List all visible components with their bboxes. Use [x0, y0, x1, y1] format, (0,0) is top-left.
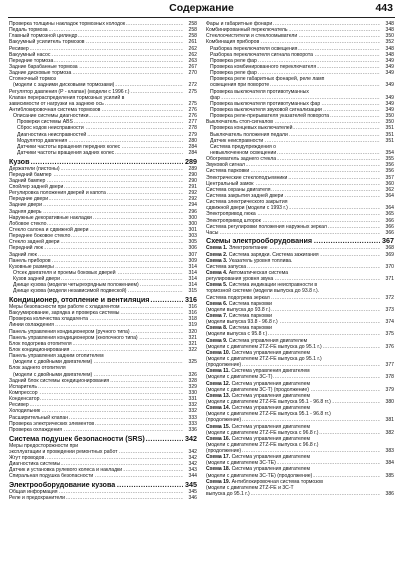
toc-entry-page: 290 — [188, 171, 197, 178]
toc-entry-title: (модели с двигателем 2TZ-FE выпуска до 95.1 г.) — [206, 355, 322, 362]
toc-entry-page: 384 — [385, 460, 394, 467]
toc-entry-page: 372 — [385, 294, 394, 301]
toc-entry-page: 314 — [188, 263, 197, 270]
toc-entry-page: 262 — [188, 51, 197, 58]
toc-entry-page: 366 — [385, 229, 394, 236]
toc-entry-page: 294 — [188, 202, 197, 209]
toc-entry-title: Система регулировки положения наружных зеркал — [206, 223, 327, 230]
toc-entry-page: 349 — [385, 94, 394, 101]
toc-entry-title: (модели с двигателем 2TZ-FE выпуска до 95.1 г.) — [206, 343, 322, 350]
toc-entry-page: 383 — [385, 448, 394, 455]
toc-entry-page: 367 — [382, 236, 394, 246]
toc-entry-page: 322 — [188, 347, 197, 354]
toc-entry-page: 320 — [188, 328, 197, 335]
toc-entry-title: Кондиционер, отопление и вентиляция — [9, 295, 150, 305]
toc-entry-title: Электропривод шторок — [206, 217, 261, 224]
toc-entry-page: 343 — [188, 467, 197, 474]
toc-entry-title: Панель управления задним отопителем — [9, 353, 104, 360]
toc-entry-page: 279 — [188, 131, 197, 138]
toc-entry-title: Схема 17. Система управления двигателем — [206, 454, 310, 461]
page-header — [8, 2, 395, 16]
toc-entry-title: Проверка реле-прерывателя указателей поворота — [210, 113, 330, 120]
toc-entry-title: Система предупреждения о — [210, 143, 277, 150]
toc-entry-page: 342 — [185, 433, 197, 443]
toc-entry-title: (модели выпуска с 95.8 г.) — [206, 331, 268, 338]
toc-leader-dots — [206, 230, 380, 236]
toc-entry-title: Датчики частоты вращения передних колес — [17, 143, 121, 150]
toc-entry-title: Антиблокировочная система тормозов — [9, 106, 101, 113]
toc-entry-title: Выключатель стоп-сигналов — [206, 119, 273, 126]
toc-entry-page: 349 — [385, 57, 394, 64]
toc-entry-page: 261 — [188, 39, 197, 46]
toc-entry-page: 350 — [385, 113, 394, 120]
toc-entry-title: Схема 12. Система управления двигателем — [206, 380, 310, 387]
toc-entry-title: Схема 9. Система управления двигателем — [206, 337, 308, 344]
toc-entry-title: Фары и габаритные фонари — [206, 21, 273, 27]
toc-entry — [9, 495, 197, 501]
toc-entry-page: 276 — [188, 106, 197, 113]
toc-entry-page: 374 — [385, 319, 394, 326]
toc-entry-page: 275 — [188, 100, 197, 107]
toc-entry-title: Электрические стеклоподъемники — [206, 174, 288, 181]
toc-entry-title: Кузов задней двери — [13, 276, 60, 283]
toc-entry-title: Проверка выключателя противотуманных — [210, 88, 309, 95]
toc-entry-title: Задние дисковые тормоза — [9, 70, 72, 77]
toc-entry-page: 345 — [185, 479, 197, 489]
toc-entry-title: Задние барабанные тормоза — [9, 63, 78, 70]
toc-entry-title: Сброс кодов неисправности — [17, 125, 84, 132]
toc-entry-page: 376 — [385, 343, 394, 350]
toc-entry-page: 290 — [188, 177, 197, 184]
toc-entry-title: Описание системы диагностики — [13, 113, 89, 120]
toc-entry-title: Компрессор — [9, 390, 38, 397]
toc-entry-title: Кузов — [9, 156, 30, 166]
toc-entry-title: Схема 4. Автоматическая система — [206, 269, 289, 276]
toc-entry-page: 349 — [385, 100, 394, 107]
toc-entry-page: 292 — [188, 196, 197, 203]
toc-entry-title: Диагностика неисправностей — [17, 131, 87, 138]
toc-entry-page: 366 — [385, 217, 394, 224]
toc-entry-page: 342 — [188, 454, 197, 461]
toc-entry-title: зависимости от нагрузки на заднюю ось — [9, 100, 104, 107]
toc-entry-page: 373 — [385, 306, 394, 313]
toc-entry-title: невыключенном освещении — [210, 149, 277, 156]
toc-entry-page: 314 — [188, 269, 197, 276]
toc-entry-page: 280 — [188, 137, 197, 144]
toc-entry-title: Блок подогрева отопителя — [9, 340, 72, 347]
toc-entry-title: Датчики частоты вращения задних колес — [17, 149, 115, 156]
toc-entry-title: Проверка реле фар — [210, 57, 257, 64]
toc-entry-title: Обогреватель заднего стекла — [206, 156, 277, 163]
toc-entry-page: 349 — [385, 70, 394, 77]
toc-entry-title: Панель управления кондиционером (ручного типа) — [9, 328, 130, 335]
toc-entry-title: Лобовое стекло — [9, 220, 47, 227]
toc-entry-title: Задняя дверь — [9, 208, 42, 215]
toc-entry-title: Вакуумирование, зарядка и проверка системы — [9, 310, 120, 317]
toc-entry-page: 356 — [385, 168, 394, 175]
toc-entry-title: Схема 8. Система парковки — [206, 325, 273, 332]
toc-entry-page: 375 — [385, 331, 394, 338]
toc-entry-title: Схема 13. Система управления двигателем — [206, 392, 310, 399]
toc-entry-title: Схема 3. Указатель уровня топлива. — [206, 257, 293, 264]
toc-entry-title: Стеклоочистители и стеклоомыватели — [206, 33, 298, 40]
toc-entry-page: 303 — [188, 233, 197, 240]
toc-entry-page: 292 — [188, 190, 197, 197]
toc-entry-page: 385 — [385, 472, 394, 479]
toc-entry-title: Жгут проводов — [9, 454, 45, 461]
toc-entry-page: 309 — [188, 257, 197, 264]
toc-entry — [206, 491, 394, 497]
toc-entry-page: 349 — [385, 63, 394, 70]
toc-entry-title: Общая информация — [9, 488, 58, 495]
toc-entry-title: Панель управления кондиционером (кнопочного типа) — [9, 334, 138, 341]
toc-entry-page: 364 — [385, 205, 394, 212]
toc-entry-page: 348 — [385, 45, 394, 52]
toc-entry-title: Центральный замок — [206, 180, 254, 187]
toc-entry-title: Ресивер — [9, 45, 29, 52]
toc-entry-title: Стекло салона и сдвижной двери — [9, 227, 89, 233]
toc-entry-title: Отсек двигателя и проемы боковых дверей — [13, 269, 116, 276]
toc-entry-page: 354 — [385, 149, 394, 156]
toc-entry-title: (модели с двигателем 2TZ-FE и 3C-T — [206, 484, 294, 491]
toc-entry-title: (продолжение) — [206, 417, 242, 424]
toc-leader-dots — [9, 157, 183, 166]
toc-entry-title: Ресивер — [9, 402, 29, 409]
toc-entry-page: 316 — [185, 295, 197, 305]
toc-entry-title: Панель приборов — [9, 257, 51, 264]
toc-entry-title: Стекло задней двери — [9, 239, 60, 246]
toc-entry-page: 356 — [385, 162, 394, 169]
toc-entry-title: фар — [210, 94, 220, 101]
toc-entry-page: 364 — [385, 192, 394, 199]
toc-entry-title: Передние двери — [9, 196, 49, 203]
toc-entry-page: 371 — [385, 276, 394, 283]
toc-entry-page: 315 — [188, 288, 197, 295]
toc-entry — [9, 150, 197, 156]
toc-entry-page: 386 — [385, 491, 394, 498]
toc-entry-page: 351 — [385, 125, 394, 132]
toc-entry-title: Датчик неисправности — [210, 137, 264, 144]
toc-entry-page: 291 — [188, 184, 197, 191]
toc-entry-title: (модели с двигателем 3C-TE) — [206, 460, 276, 467]
toc-entry-page: 275 — [188, 88, 197, 95]
toc-entry-title: Спиральная подушка безопасности — [9, 473, 94, 480]
toc-entry-title: Реле и предохранители — [9, 494, 66, 501]
toc-entry-title: Передний люк — [9, 245, 43, 252]
toc-entry-title: Линии охлаждения — [9, 322, 54, 329]
toc-entry-page: 345 — [188, 488, 197, 495]
toc-entry-title: Проверка толщины накладок тормозных колодок — [9, 21, 126, 27]
toc-entry-title: Схема 16. Система управления двигателем — [206, 435, 310, 442]
toc-entry-title: Схема 18. Система управления двигателем — [206, 466, 310, 473]
toc-entry-title: Модулятор давления — [17, 137, 68, 144]
toc-entry-title: Диагностика системы — [9, 460, 61, 467]
toc-entry-title: Проверка комбинированного переключателя — [210, 63, 317, 70]
toc-entry-title: Схема 14. Система управления двигателем — [206, 405, 310, 412]
toc-entry-page: 360 — [385, 180, 394, 187]
toc-entry-title: Передние тормоза — [9, 57, 54, 64]
toc-entry-title: Регулировка положения дверей и капота — [9, 190, 106, 197]
toc-entry-page: 350 — [385, 119, 394, 126]
toc-entry-page: 380 — [385, 398, 394, 405]
toc-entry-page: 258 — [188, 27, 197, 34]
toc-entry-title: Блок заднего отопителя — [9, 365, 66, 372]
toc-entry-title: Вакуумный насос — [9, 51, 51, 58]
toc-entry-page: 321 — [188, 340, 197, 347]
toc-entry-page: 314 — [188, 276, 197, 283]
toc-entry-title: Звуковой сигнал — [206, 162, 245, 169]
toc-entry-title: Комбинированный переключатель — [206, 27, 288, 34]
toc-entry-title: Проверки системы ABS — [17, 119, 73, 126]
toc-entry-page: 314 — [188, 282, 197, 289]
toc-section-heading — [9, 295, 197, 304]
toc-entry-page: 329 — [188, 383, 197, 390]
toc-entry-title: Комбинация приборов — [206, 39, 260, 46]
toc-entry-title: Меры безопасности при работе с хладагентом — [9, 304, 120, 311]
page-number: 443 — [375, 2, 393, 14]
toc-entry-page: 332 — [188, 408, 197, 415]
toc-entry-title: Проверка охлаждения — [9, 426, 62, 433]
toc-entry-title: Схема 11. Система управления двигателем — [206, 368, 310, 375]
toc-entry-title: Датчик и установка рулевого колеса и накладки — [9, 467, 123, 474]
toc-entry-title: Система электрического закрытия — [206, 199, 288, 206]
toc-entry-page: 377 — [385, 362, 394, 369]
toc-entry-title: Испаритель — [9, 383, 38, 390]
toc-entry-page: 357 — [385, 174, 394, 181]
toc-entry-page: 272 — [188, 82, 197, 89]
toc-entry-page: 368 — [385, 245, 394, 252]
toc-entry-page: 289 — [188, 165, 197, 172]
toc-entry-page: 262 — [188, 45, 197, 52]
toc-entry-page: 346 — [188, 494, 197, 501]
toc-entry-page: 296 — [188, 208, 197, 215]
toc-entry-title: (продолжение) — [206, 362, 242, 369]
toc-entry-title: Задний люк — [9, 251, 37, 258]
toc-entry-title: Схема 19. Антиблокировочная система тормозов — [206, 478, 323, 485]
toc-entry-page: 382 — [385, 429, 394, 436]
toc-entry-page: 355 — [385, 156, 394, 163]
toc-entry-title: (модели с двигателем 3C-T) (продолжение) — [206, 386, 309, 393]
toc-entry-title: Днище кузова (модели независимой подвеской) — [13, 288, 127, 295]
toc-entry-page: 348 — [385, 21, 394, 27]
toc-entry-title: Схема 5. Система индикации неисправности в — [206, 282, 318, 289]
toc-entry-title: Главный тормозной цилиндр — [9, 33, 78, 40]
toc-entry-page: 284 — [188, 149, 197, 156]
toc-entry-title: Система закрытия задней двери — [206, 192, 284, 199]
toc-entry-title: Педаль тормоза — [9, 27, 48, 34]
toc-entry-title: Переднее боковое стекло — [9, 233, 71, 240]
toc-entry-title: Система парковки — [206, 168, 250, 175]
toc-entry-page: 333 — [188, 420, 197, 427]
toc-entry-page: 349 — [385, 106, 394, 113]
toc-entry-title: (модели с двигателем 2TZ-FE выпуска с 96.8 г.) — [206, 441, 319, 448]
toc-section-heading — [9, 434, 197, 443]
toc-entry-title: (модели выпуска 93.8 - 96.8 г.) — [206, 319, 278, 326]
toc-entry-page: 258 — [188, 33, 197, 40]
toc-entry-page: 378 — [385, 374, 394, 381]
toc-entry-page: 379 — [385, 386, 394, 393]
toc-entry-page: 351 — [385, 131, 394, 138]
toc-entry-title: Электрооборудование кузова — [9, 479, 116, 489]
toc-entry-title: Проверка электрических элементов — [9, 420, 95, 427]
toc-entry-title: Наружные декоративные накладки — [9, 214, 92, 221]
toc-entry-title: Конденсатор — [9, 396, 40, 403]
toc-entry — [9, 427, 197, 433]
toc-entry-title: Часы — [206, 229, 219, 236]
toc-entry-title: (модели с задними дисковыми тормозами) — [13, 82, 115, 89]
toc-entry-title: Спойлер задней двери — [9, 184, 64, 191]
toc-entry-title: Схема 7. Система парковки — [206, 312, 273, 319]
toc-section-heading — [206, 236, 394, 245]
toc-entry-page: 319 — [188, 322, 197, 329]
toc-entry-page: 331 — [188, 396, 197, 403]
toc-entry-title: Разборка переключателя освещения — [210, 45, 298, 52]
toc-entry-title: (продолжение) — [206, 448, 242, 455]
toc-entry-title: Передний бампер — [9, 171, 52, 178]
toc-entry-page: 289 — [185, 156, 197, 166]
toc-entry-title: Система подогрева зеркал — [206, 294, 270, 301]
toc-entry-title: Задний бампер — [9, 177, 46, 184]
toc-entry-title: Задние двери — [9, 202, 42, 209]
toc-entry-page: 333 — [188, 414, 197, 421]
page-title: Содержание — [169, 2, 234, 14]
toc-entry-page: 325 — [188, 359, 197, 366]
toc-entry-page: 300 — [188, 220, 197, 227]
toc-entry-title: (модели с двигателем 2TZ-FE выпуска 95.1 - 96.8 гг.) — [206, 411, 331, 418]
toc-entry-page: 332 — [188, 402, 197, 409]
toc-section-heading — [9, 157, 197, 166]
toc-entry-page: 270 — [188, 70, 197, 77]
toc-entry-title: регулирования уровня звука — [206, 276, 274, 283]
toc-entry-title: Днище кузова (модели четырехрядным положением) — [13, 282, 139, 289]
toc-entry-title: Система подушек безопасности (SRS) — [9, 433, 145, 443]
toc-entry-title: Схема 10. Система управления двигателем — [206, 349, 310, 356]
toc-entry-title: Проверка количества хладагента — [9, 316, 88, 323]
toc-entry-title: Кузовные размеры — [9, 263, 54, 270]
toc-entry-title: Система запуска — [206, 263, 247, 270]
toc-entry-page: 305 — [188, 239, 197, 246]
toc-entry-title: Держатели (пистоны) — [9, 165, 60, 172]
toc-entry-title: Стояночный тормоз — [9, 76, 57, 83]
toc-entry-page: 318 — [188, 316, 197, 323]
toc-entry-page: 307 — [188, 251, 197, 258]
toc-entry-title: Выключатель положения педали — [210, 131, 288, 138]
toc-entry-page: 348 — [385, 51, 394, 58]
toc-entry-page: 301 — [188, 227, 197, 233]
toc-entry-title: (модели с двигателем 2TZ-FE выпуска 95.1 - 96.8 гг.) — [206, 398, 331, 405]
toc-entry-page: 277 — [188, 119, 197, 126]
toc-entry-page: 344 — [188, 473, 197, 480]
toc-entry-title: Проверка выключателя звуковой сигнализации — [210, 106, 322, 113]
toc-entry-title: (модели с двигателем 3C-TE) (продолжение) — [206, 472, 313, 479]
toc-entry-page: 336 — [188, 426, 197, 433]
toc-entry-title: сдвижной двери (модели с 1993 г.) — [206, 205, 288, 212]
header-rule — [8, 17, 395, 18]
toc-entry-title: эксплуатации и проведении ремонтных работ — [9, 448, 118, 455]
toc-entry-title: Схема 15. Система управления двигателем — [206, 423, 310, 430]
toc-entry-title: (модели с двойными двигателем) — [13, 359, 93, 366]
toc-entry-page: 276 — [188, 113, 197, 120]
toc-left-column — [9, 21, 197, 501]
toc-entry-title: Клапан перераспределения тормозных усилий в — [9, 94, 125, 101]
toc-entry-title: Проверка выключателя противотуманных фар — [210, 100, 321, 107]
toc-entry-page: 330 — [188, 390, 197, 397]
toc-entry-title: тормозной системе (модели выпуска до 93.8 г.). — [206, 288, 320, 295]
toc-entry-page: 284 — [188, 143, 197, 150]
toc-entry-title: (модели с двигателем 2TZ-FE выпуска с 96.8 г.) — [206, 429, 319, 436]
toc-entry-page: 381 — [385, 417, 394, 424]
toc-entry-page: 306 — [188, 245, 197, 252]
toc-entry-page: 263 — [188, 57, 197, 64]
toc-entry-page: 258 — [188, 21, 197, 27]
toc-entry-title: Меры предосторожности при — [9, 442, 79, 449]
toc-entry-title: Схема 6. Система парковки — [206, 300, 273, 307]
toc-entry-title: Схемы электрооборудования — [206, 236, 313, 246]
toc-entry-page: 267 — [188, 63, 197, 70]
toc-entry-title: Проверка реле фар — [210, 70, 257, 77]
toc-entry-page: 342 — [188, 448, 197, 455]
toc-entry-page: 362 — [385, 186, 394, 193]
toc-entry-title: Вакуумный усилитель тормозов — [9, 39, 85, 46]
toc-entry-page: 348 — [385, 27, 394, 34]
toc-entry-title: (модели с двойными двигателем) — [13, 371, 93, 378]
toc-entry-title: освещения при повороте — [210, 82, 270, 89]
toc-right-column — [206, 21, 394, 497]
toc-section-heading — [9, 480, 197, 489]
toc-entry-title: Система охраны двигателя — [206, 186, 271, 193]
toc-entry-page: 326 — [188, 371, 197, 378]
toc-entry-title: Расширительный клапан — [9, 414, 69, 421]
toc-entry-title: выпуска до 95.1 г.) — [206, 491, 250, 498]
toc-entry-page: 366 — [385, 223, 394, 230]
toc-entry-title: Схема 1. Электропитание — [206, 245, 268, 252]
toc-entry-title: Проверка реле габаритных фонарей, реле ламп — [210, 76, 325, 83]
toc-entry-page: 349 — [385, 82, 394, 89]
toc-entry-page: 351 — [385, 137, 394, 144]
toc-entry-page: 370 — [385, 263, 394, 270]
toc-entry-title: Схема 2. Система зарядки. Система зажигания — [206, 251, 319, 258]
toc-entry-page: 316 — [188, 304, 197, 311]
toc-entry-title: Холодильник — [9, 408, 41, 415]
toc-entry-title: Регулятор давления (P - клапан) (модели с 1996 г.) — [9, 88, 130, 95]
toc-entry — [9, 473, 197, 479]
toc-entry — [9, 288, 197, 294]
toc-entry-page: 278 — [188, 125, 197, 132]
toc-entry-title: Блок кондиционирования — [9, 347, 70, 354]
toc-entry — [206, 230, 394, 236]
toc-entry-title: (модели выпуска до 93.8 г.) — [206, 306, 271, 313]
toc-entry-page: 321 — [188, 334, 197, 341]
toc-entry-page: 328 — [188, 377, 197, 384]
toc-entry-page: 300 — [188, 214, 197, 221]
toc-entry-title: Разборка переключателя сигнала поворота — [210, 51, 313, 58]
toc-entry-page: 342 — [188, 460, 197, 467]
toc-entry-title: (модели с двигателем 3C-T) — [206, 374, 273, 381]
toc-entry-title: Задний блок системы кондиционирования — [9, 377, 110, 384]
toc-entry-title: Электропривод люка — [206, 211, 256, 218]
toc-entry-page: 352 — [385, 39, 394, 46]
toc-entry-page: 365 — [385, 211, 394, 218]
toc-entry-page: 316 — [188, 310, 197, 317]
toc-entry-page: 350 — [385, 33, 394, 40]
toc-entry-title: Проверка концевых выключателей — [210, 125, 293, 132]
toc-entry-page: 369 — [385, 251, 394, 258]
